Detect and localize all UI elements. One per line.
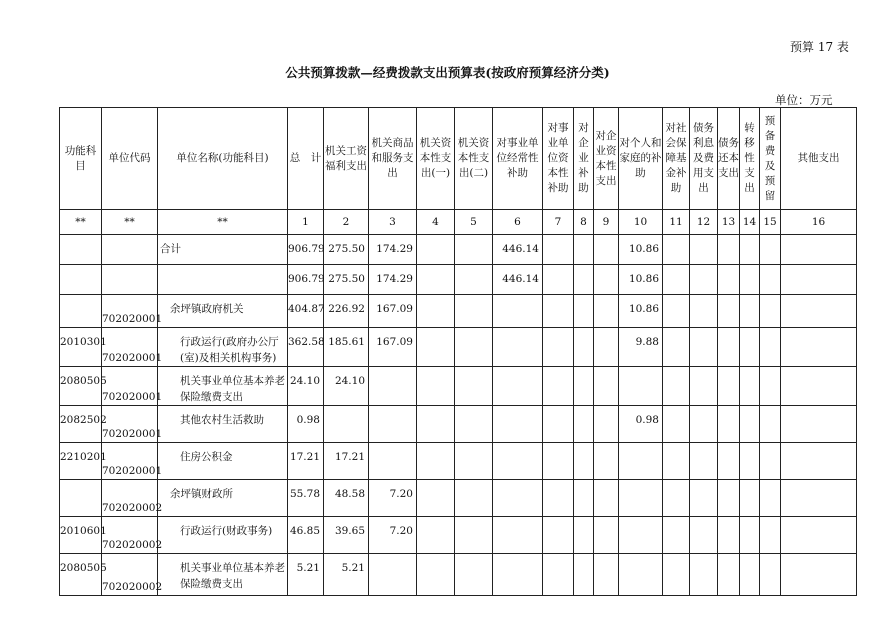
column-index: 16 — [781, 210, 857, 235]
enterprise-capital-cell — [594, 554, 619, 596]
unit-code-cell: 702020001 — [102, 443, 158, 480]
column-header: 单位代码 — [102, 108, 158, 210]
table-row — [60, 406, 857, 443]
column-index: 9 — [594, 210, 619, 235]
column-index: 6 — [493, 210, 543, 235]
capital-2-cell — [455, 367, 493, 406]
wage-cell: 226.92 — [324, 295, 369, 328]
column-header: 对企业补助 — [574, 108, 594, 210]
empty-cell — [663, 328, 690, 367]
institution-subsidy-cell — [493, 406, 543, 443]
unit-code-cell — [102, 265, 158, 295]
empty-cell — [781, 554, 857, 596]
empty-cell — [760, 517, 781, 554]
column-header: 对企业资本性支出 — [594, 108, 619, 210]
table-row — [60, 328, 857, 367]
column-header: 转移性支出 — [740, 108, 760, 210]
empty-cell — [663, 367, 690, 406]
empty-cell — [740, 554, 760, 596]
empty-cell — [663, 517, 690, 554]
personal-subsidy-cell: 9.88 — [619, 328, 663, 367]
capital-1-cell — [417, 517, 455, 554]
institution-capital-cell — [543, 517, 574, 554]
total-cell: 906.79 — [288, 235, 324, 265]
empty-cell — [690, 480, 718, 517]
empty-cell — [781, 517, 857, 554]
column-header: 机关资本性支出(二) — [455, 108, 493, 210]
enterprise-capital-cell — [594, 328, 619, 367]
empty-cell — [718, 328, 740, 367]
goods-services-cell — [369, 554, 417, 596]
table-row — [60, 265, 857, 295]
empty-cell — [690, 367, 718, 406]
empty-cell — [740, 328, 760, 367]
goods-services-cell — [369, 367, 417, 406]
total-cell: 0.98 — [288, 406, 324, 443]
empty-cell — [760, 406, 781, 443]
empty-cell — [781, 367, 857, 406]
total-cell: 55.78 — [288, 480, 324, 517]
empty-cell — [718, 265, 740, 295]
column-index: 14 — [740, 210, 760, 235]
column-header: 对事业单位经常性补助 — [493, 108, 543, 210]
function-code-cell: 2082502 — [60, 406, 102, 443]
unit-code-cell: 702020002 — [102, 480, 158, 517]
institution-subsidy-cell — [493, 554, 543, 596]
empty-cell — [760, 443, 781, 480]
capital-2-cell — [455, 235, 493, 265]
goods-services-cell — [369, 443, 417, 480]
enterprise-subsidy-cell — [574, 480, 594, 517]
capital-2-cell — [455, 517, 493, 554]
column-header: 对个人和家庭的补助 — [619, 108, 663, 210]
empty-cell — [740, 235, 760, 265]
capital-2-cell — [455, 295, 493, 328]
institution-subsidy-cell: 446.14 — [493, 235, 543, 265]
column-header: 债务还本支出 — [718, 108, 740, 210]
institution-capital-cell — [543, 265, 574, 295]
wage-cell — [324, 406, 369, 443]
enterprise-subsidy-cell — [574, 406, 594, 443]
table-row — [60, 443, 857, 480]
personal-subsidy-cell: 10.86 — [619, 235, 663, 265]
capital-2-cell — [455, 406, 493, 443]
budget-table — [59, 107, 857, 596]
empty-cell — [781, 443, 857, 480]
column-index: ** — [158, 210, 288, 235]
enterprise-subsidy-cell — [574, 443, 594, 480]
column-index: 4 — [417, 210, 455, 235]
column-index: ** — [60, 210, 102, 235]
empty-cell — [663, 406, 690, 443]
empty-cell — [781, 328, 857, 367]
personal-subsidy-cell: 10.86 — [619, 265, 663, 295]
column-header: 债务利息及费用支出 — [690, 108, 718, 210]
empty-cell — [663, 295, 690, 328]
table-row — [60, 367, 857, 406]
empty-cell — [781, 235, 857, 265]
institution-capital-cell — [543, 367, 574, 406]
table-row — [60, 295, 857, 328]
function-code-cell: 2010301 — [60, 328, 102, 367]
goods-services-cell: 7.20 — [369, 480, 417, 517]
empty-cell — [718, 517, 740, 554]
empty-cell — [760, 295, 781, 328]
empty-cell — [690, 265, 718, 295]
personal-subsidy-cell: 0.98 — [619, 406, 663, 443]
institution-capital-cell — [543, 480, 574, 517]
enterprise-capital-cell — [594, 406, 619, 443]
capital-2-cell — [455, 265, 493, 295]
column-header: 其他支出 — [781, 108, 857, 210]
unit-name-cell: 其他农村生活救助 — [158, 406, 288, 443]
enterprise-capital-cell — [594, 235, 619, 265]
unit-code-cell: 702020001 — [102, 295, 158, 328]
table-row — [60, 480, 857, 517]
function-code-cell — [60, 295, 102, 328]
empty-cell — [690, 235, 718, 265]
enterprise-capital-cell — [594, 480, 619, 517]
column-index: 10 — [619, 210, 663, 235]
column-index: 2 — [324, 210, 369, 235]
enterprise-subsidy-cell — [574, 235, 594, 265]
institution-capital-cell — [543, 406, 574, 443]
empty-cell — [760, 367, 781, 406]
empty-cell — [718, 295, 740, 328]
index-row — [60, 210, 857, 235]
empty-cell — [740, 443, 760, 480]
personal-subsidy-cell — [619, 367, 663, 406]
page-title: 公共预算拨款—经费拨款支出预算表(按政府预算经济分类) — [285, 65, 610, 80]
institution-capital-cell — [543, 443, 574, 480]
unit-name-cell: 机关事业单位基本养老保险缴费支出 — [158, 367, 288, 406]
empty-cell — [760, 328, 781, 367]
enterprise-capital-cell — [594, 295, 619, 328]
unit-code-cell: 702020002 — [102, 517, 158, 554]
empty-cell — [781, 265, 857, 295]
empty-cell — [663, 235, 690, 265]
column-header: 机关商品和服务支出 — [369, 108, 417, 210]
enterprise-subsidy-cell — [574, 328, 594, 367]
column-index: 13 — [718, 210, 740, 235]
empty-cell — [718, 554, 740, 596]
capital-1-cell — [417, 443, 455, 480]
total-cell: 46.85 — [288, 517, 324, 554]
personal-subsidy-cell — [619, 554, 663, 596]
empty-cell — [690, 406, 718, 443]
function-code-cell: 2080505 — [60, 367, 102, 406]
empty-cell — [690, 517, 718, 554]
empty-cell — [718, 443, 740, 480]
capital-2-cell — [455, 443, 493, 480]
column-index: 12 — [690, 210, 718, 235]
institution-subsidy-cell: 446.14 — [493, 265, 543, 295]
enterprise-subsidy-cell — [574, 265, 594, 295]
function-code-cell — [60, 235, 102, 265]
column-header: 单位名称(功能科目) — [158, 108, 288, 210]
column-index: 5 — [455, 210, 493, 235]
goods-services-cell: 174.29 — [369, 265, 417, 295]
capital-1-cell — [417, 235, 455, 265]
column-header: 功能科目 — [60, 108, 102, 210]
unit-name-cell: 机关事业单位基本养老保险缴费支出 — [158, 554, 288, 596]
unit-code-cell: 702020002 — [102, 554, 158, 596]
personal-subsidy-cell — [619, 517, 663, 554]
column-header: 预备费及预留 — [760, 108, 781, 210]
wage-cell: 185.61 — [324, 328, 369, 367]
empty-cell — [740, 265, 760, 295]
institution-capital-cell — [543, 328, 574, 367]
empty-cell — [740, 367, 760, 406]
enterprise-subsidy-cell — [574, 517, 594, 554]
empty-cell — [663, 265, 690, 295]
capital-1-cell — [417, 480, 455, 517]
empty-cell — [718, 406, 740, 443]
empty-cell — [690, 328, 718, 367]
function-code-cell: 2010601 — [60, 517, 102, 554]
column-index: ** — [102, 210, 158, 235]
capital-2-cell — [455, 554, 493, 596]
enterprise-capital-cell — [594, 367, 619, 406]
function-code-cell — [60, 480, 102, 517]
goods-services-cell: 174.29 — [369, 235, 417, 265]
total-cell: 17.21 — [288, 443, 324, 480]
table-number: 预算 17 表 — [790, 40, 849, 54]
empty-cell — [740, 406, 760, 443]
enterprise-subsidy-cell — [574, 367, 594, 406]
capital-1-cell — [417, 295, 455, 328]
institution-subsidy-cell — [493, 328, 543, 367]
header-row — [60, 108, 857, 210]
unit-name-cell: 住房公积金 — [158, 443, 288, 480]
empty-cell — [690, 443, 718, 480]
empty-cell — [663, 443, 690, 480]
unit-code-cell: 702020001 — [102, 367, 158, 406]
goods-services-cell: 167.09 — [369, 295, 417, 328]
unit-name-cell — [158, 265, 288, 295]
wage-cell: 48.58 — [324, 480, 369, 517]
column-index: 7 — [543, 210, 574, 235]
unit-name-cell: 余坪镇财政所 — [158, 480, 288, 517]
enterprise-subsidy-cell — [574, 295, 594, 328]
enterprise-subsidy-cell — [574, 554, 594, 596]
unit-name-cell: 合计 — [158, 235, 288, 265]
column-index: 1 — [288, 210, 324, 235]
column-header: 对事业单位资本性补助 — [543, 108, 574, 210]
wage-cell: 275.50 — [324, 235, 369, 265]
empty-cell — [718, 235, 740, 265]
institution-subsidy-cell — [493, 517, 543, 554]
institution-subsidy-cell — [493, 480, 543, 517]
empty-cell — [781, 406, 857, 443]
empty-cell — [781, 480, 857, 517]
institution-subsidy-cell — [493, 367, 543, 406]
enterprise-capital-cell — [594, 443, 619, 480]
total-cell: 404.87 — [288, 295, 324, 328]
table-row — [60, 554, 857, 596]
function-code-cell: 2080505 — [60, 554, 102, 596]
empty-cell — [690, 295, 718, 328]
column-header: 对社会保障基金补助 — [663, 108, 690, 210]
capital-1-cell — [417, 406, 455, 443]
empty-cell — [663, 480, 690, 517]
empty-cell — [718, 367, 740, 406]
function-code-cell — [60, 265, 102, 295]
wage-cell: 5.21 — [324, 554, 369, 596]
empty-cell — [760, 554, 781, 596]
unit-name-cell: 行政运行(财政事务) — [158, 517, 288, 554]
column-header: 总 计 — [288, 108, 324, 210]
total-cell: 906.79 — [288, 265, 324, 295]
wage-cell: 17.21 — [324, 443, 369, 480]
goods-services-cell — [369, 406, 417, 443]
capital-1-cell — [417, 367, 455, 406]
column-index: 3 — [369, 210, 417, 235]
capital-2-cell — [455, 328, 493, 367]
unit-code-cell: 702020001 — [102, 406, 158, 443]
empty-cell — [760, 265, 781, 295]
empty-cell — [740, 480, 760, 517]
column-index: 8 — [574, 210, 594, 235]
unit-code-cell: 702020001 — [102, 328, 158, 367]
empty-cell — [718, 480, 740, 517]
empty-cell — [663, 554, 690, 596]
institution-capital-cell — [543, 235, 574, 265]
table-row — [60, 517, 857, 554]
empty-cell — [690, 554, 718, 596]
empty-cell — [760, 480, 781, 517]
column-index: 15 — [760, 210, 781, 235]
capital-1-cell — [417, 328, 455, 367]
unit-name-cell: 行政运行(政府办公厅(室)及相关机构事务) — [158, 328, 288, 367]
wage-cell: 39.65 — [324, 517, 369, 554]
empty-cell — [740, 517, 760, 554]
empty-cell — [781, 295, 857, 328]
institution-subsidy-cell — [493, 295, 543, 328]
total-cell: 362.58 — [288, 328, 324, 367]
column-index: 11 — [663, 210, 690, 235]
unit-code-cell — [102, 235, 158, 265]
table-row — [60, 235, 857, 265]
enterprise-capital-cell — [594, 265, 619, 295]
personal-subsidy-cell: 10.86 — [619, 295, 663, 328]
institution-subsidy-cell — [493, 443, 543, 480]
column-header: 机关工资福利支出 — [324, 108, 369, 210]
empty-cell — [740, 295, 760, 328]
enterprise-capital-cell — [594, 517, 619, 554]
total-cell: 24.10 — [288, 367, 324, 406]
empty-cell — [760, 235, 781, 265]
goods-services-cell: 7.20 — [369, 517, 417, 554]
capital-2-cell — [455, 480, 493, 517]
total-cell: 5.21 — [288, 554, 324, 596]
unit-name-cell: 余坪镇政府机关 — [158, 295, 288, 328]
wage-cell: 275.50 — [324, 265, 369, 295]
wage-cell: 24.10 — [324, 367, 369, 406]
capital-1-cell — [417, 554, 455, 596]
personal-subsidy-cell — [619, 480, 663, 517]
institution-capital-cell — [543, 295, 574, 328]
column-header: 机关资本性支出(一) — [417, 108, 455, 210]
unit-label: 单位：万元 — [775, 93, 833, 107]
capital-1-cell — [417, 265, 455, 295]
institution-capital-cell — [543, 554, 574, 596]
function-code-cell: 2210201 — [60, 443, 102, 480]
personal-subsidy-cell — [619, 443, 663, 480]
goods-services-cell: 167.09 — [369, 328, 417, 367]
